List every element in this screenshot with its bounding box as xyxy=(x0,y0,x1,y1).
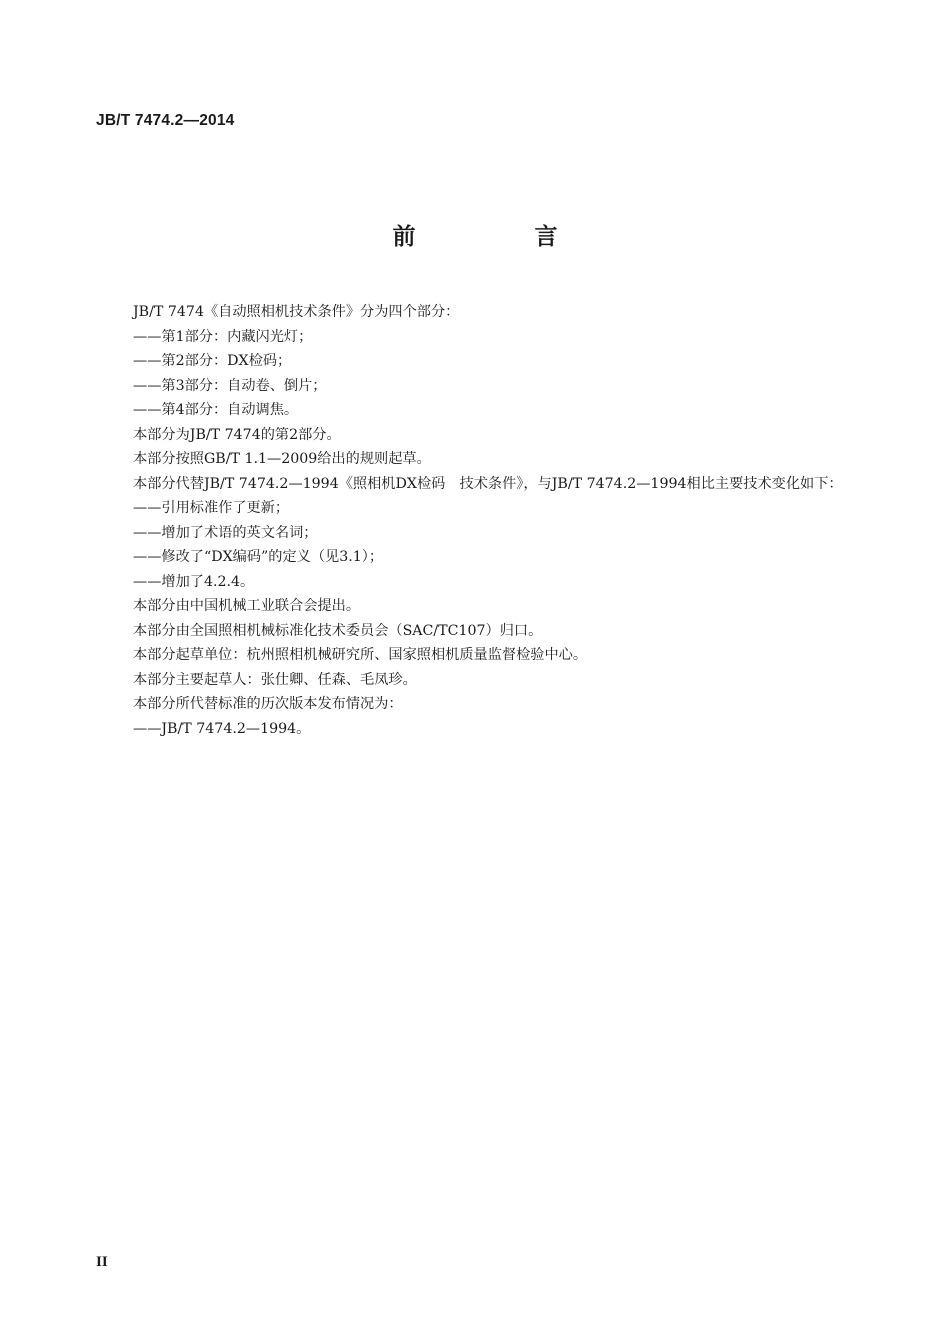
paragraph: JB/T 7474《自动照相机技术条件》分为四个部分： xyxy=(133,304,460,320)
paragraph: 本部分由中国机械工业联合会提出。 xyxy=(133,598,361,614)
page-number: II xyxy=(96,1254,108,1270)
paragraph: 本部分代替JB/T 7474.2—1994《照相机DX检码 技术条件》，与JB/T 7474.2—1994相比主要技术变化如下： xyxy=(133,475,843,492)
list-item: ——增加了4.2.4。 xyxy=(133,573,255,590)
list-item: ——第2部分：DX检码； xyxy=(133,353,292,369)
foreword-body xyxy=(102,300,862,741)
list-item: ——JB/T 7474.2—1994。 xyxy=(133,720,311,737)
list-item: ——增加了术语的英文名词； xyxy=(133,524,318,541)
paragraph: 本部分主要起草人：张仕卿、任森、毛凤珍。 xyxy=(133,671,417,688)
paragraph: 本部分由全国照相机械标准化技术委员会（SAC/TC107）归口。 xyxy=(133,622,543,639)
list-item: ——修改了“DX编码”的定义（见3.1）； xyxy=(133,549,384,565)
list-item: ——第1部分：内藏闪光灯； xyxy=(133,328,313,345)
list-item: ——第4部分：自动调焦。 xyxy=(133,402,299,418)
paragraph: 本部分所代替标准的历次版本发布情况为： xyxy=(133,696,403,712)
list-item: ——引用标准作了更新； xyxy=(133,500,290,516)
paragraph: 本部分按照GB/T 1.1—2009给出的规则起草。 xyxy=(133,451,431,467)
list-item: ——第3部分：自动卷、倒片； xyxy=(133,377,327,394)
paragraph: 本部分起草单位：杭州照相机械研究所、国家照相机质量监督检验中心。 xyxy=(133,647,588,663)
paragraph: 本部分为JB/T 7474的第2部分。 xyxy=(133,426,341,443)
page-title: 前 言 xyxy=(392,224,606,250)
standard-code: JB/T 7474.2—2014 xyxy=(96,112,235,129)
